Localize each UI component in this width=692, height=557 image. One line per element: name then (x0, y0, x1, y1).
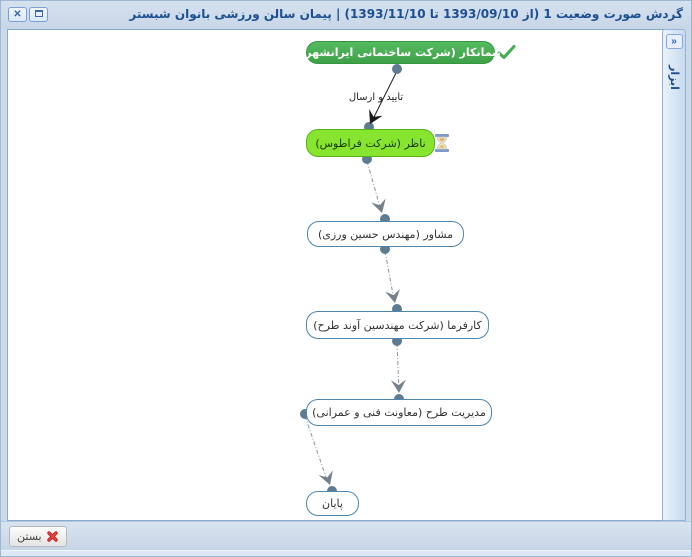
red-close-icon (46, 530, 59, 543)
flow-edge-employer-pm (397, 343, 399, 390)
window-title: گردش صورت وضعیت 1 (از 1393/09/10 تا 1393/11/10) | پیمان سالن ورزشی بانوان شبستر (129, 7, 683, 21)
hourglass-icon (435, 134, 449, 156)
close-icon: ✕ (13, 9, 22, 20)
expand-panel-button[interactable] (666, 34, 683, 49)
connector-circle (392, 64, 402, 74)
footer-strip (1, 550, 691, 557)
flow-node-end (306, 491, 359, 516)
flow-node-contractor (300, 41, 501, 64)
diagram-canvas (7, 29, 664, 521)
arrowhead-icon (319, 470, 337, 487)
titlebar (1, 1, 691, 29)
flow-node-employer (306, 311, 489, 339)
flow-node-consultant (307, 221, 464, 247)
node-label: مدیریت طرح (معاونت فنی و عمرانی) (312, 406, 486, 419)
close-panel-button[interactable] (9, 526, 67, 547)
tools-panel-strip (662, 29, 686, 521)
arrowhead-icon (371, 198, 389, 215)
window-maximize-button[interactable] (29, 7, 48, 22)
window-close-button[interactable] (8, 7, 27, 22)
collapse-chevrons-icon: « (671, 35, 677, 47)
tools-panel-label: ابزار (667, 64, 681, 90)
flow-svg (8, 30, 663, 520)
flow-edge-supervisor-consultant (367, 161, 380, 207)
flow-node-pm (306, 399, 492, 426)
maximize-icon (35, 10, 43, 17)
node-label: ناظر (شرکت فراطوس) (315, 136, 426, 150)
edge-label: تایید و ارسال (348, 92, 404, 103)
close-panel-label: بستن (17, 530, 42, 543)
node-label: مشاور (مهندس حسین ورزی) (317, 227, 454, 241)
footer-toolbar (1, 521, 691, 550)
tools-panel-label-wrap (663, 54, 685, 100)
flow-node-supervisor (306, 129, 435, 157)
arrowhead-icon (385, 289, 402, 304)
node-label: پیمانکار (شرکت ساختمانی ایرانشهر) (300, 46, 501, 59)
node-label: پایان (322, 497, 343, 510)
node-label: کارفرما (شرکت مهندسین آوند طرح) (313, 318, 482, 332)
